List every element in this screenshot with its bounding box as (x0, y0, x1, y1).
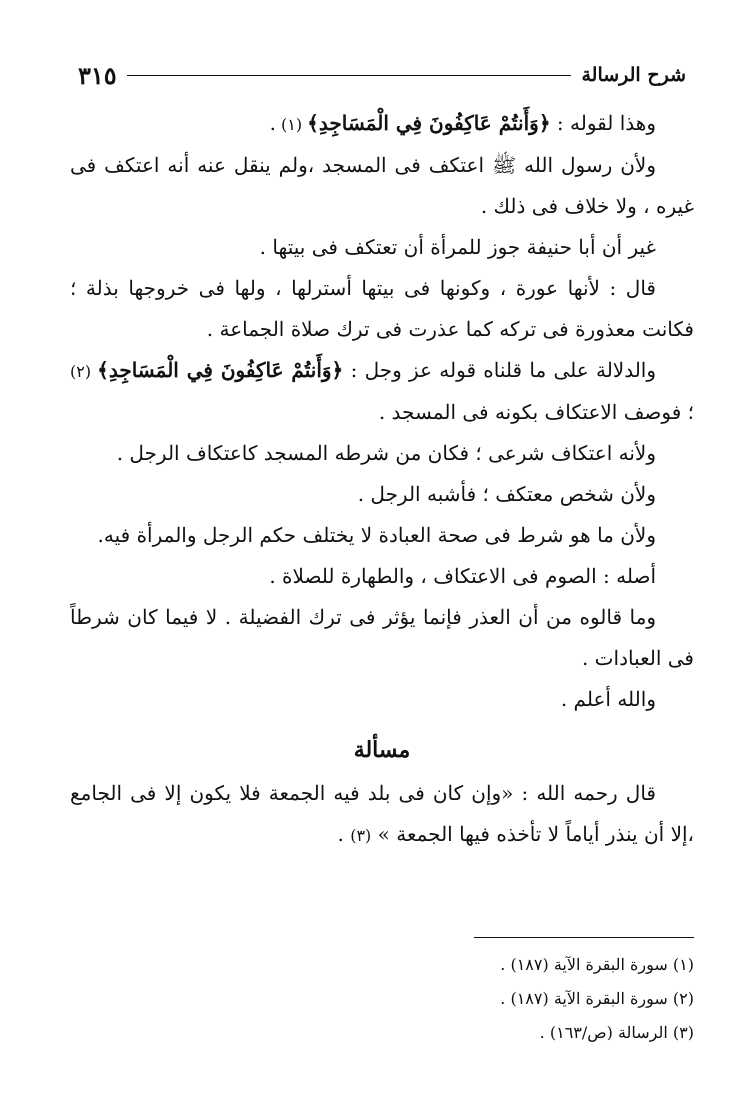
footnotes (70, 948, 694, 1050)
footnote: (٢) سورة البقرة الآية (١٨٧) . (500, 989, 694, 1008)
paragraph: ولأن رسول الله ﷺ اعتكف فى المسجد ،ولم ينقل عنه أنه اعتكف فى غيره ، ولا خلاف فى ذلك . (70, 153, 694, 218)
footnote-reference: (٢) (70, 362, 98, 381)
paragraph (70, 350, 694, 433)
section-heading: مسألة (353, 737, 411, 763)
page-header (78, 58, 686, 92)
page-number: ٣١٥ (78, 60, 117, 90)
paragraph: ولأن ما هو شرط فى صحة العبادة لا يختلف حكم الرجل والمرأة فيه. (97, 523, 656, 547)
paragraph: غير أن أبا حنيفة جوز للمرأة أن تعتكف فى بيتها . (259, 235, 656, 259)
paragraph-text: وهذا لقوله : (550, 111, 656, 135)
paragraph: ولأنه اعتكاف شرعى ؛ فكان من شرطه المسجد كاعتكاف الرجل . (116, 441, 656, 465)
running-title: شرح الرسالة (581, 64, 686, 86)
paragraph: أصله : الصوم فى الاعتكاف ، والطهارة للصلاة . (269, 564, 656, 588)
footnote: (١) سورة البقرة الآية (١٨٧) . (500, 955, 694, 974)
paragraph: وما قالوه من أن العذر فإنما يؤثر فى ترك الفضيلة . لا فيما كان شرطاً فى العبادات . (70, 605, 694, 670)
quran-verse: ﴿وَأَنتُمْ عَاكِفُونَ فِي الْمَسَاجِدِ﴾ (97, 358, 344, 382)
paragraph-text: ؛ فوصف الاعتكاف بكونه فى المسجد . (378, 400, 694, 424)
paragraph-text: . (269, 111, 276, 135)
footnote-reference: (٣) (350, 826, 372, 845)
header-rule (127, 75, 572, 76)
paragraph: قال : لأنها عورة ، وكونها فى بيتها أسترلها ، ولها فى خروجها بذلة ؛ فكانت معذورة فى تركه كما عذرت فى ترك صلاة الجماعة . (70, 276, 694, 341)
footnote-reference: (١) (275, 115, 308, 134)
paragraph: والله أعلم . (560, 687, 656, 711)
footnote-rule (474, 937, 694, 938)
footnote: (٣) الرسالة (ص/١٦٣) . (539, 1023, 694, 1042)
paragraph-text: . (337, 822, 351, 846)
paragraph: ولأن شخص معتكف ؛ فأشبه الرجل . (357, 482, 656, 506)
quran-verse: ﴿وَأَنتُمْ عَاكِفُونَ فِي الْمَسَاجِدِ﴾ (307, 111, 551, 135)
paragraph-text: قال رحمه الله : «وإن كان فى بلد فيه الجمعة فلا يكون إلا فى الجامع ،إلا أن ينذر أياماً لا تأخذه فيها الجمعة » (70, 781, 694, 846)
paragraph-text: والدلالة على ما قلناه قوله عز وجل : (343, 358, 657, 382)
section-paragraph (70, 773, 694, 856)
paragraph (70, 103, 694, 145)
main-text (70, 103, 694, 856)
